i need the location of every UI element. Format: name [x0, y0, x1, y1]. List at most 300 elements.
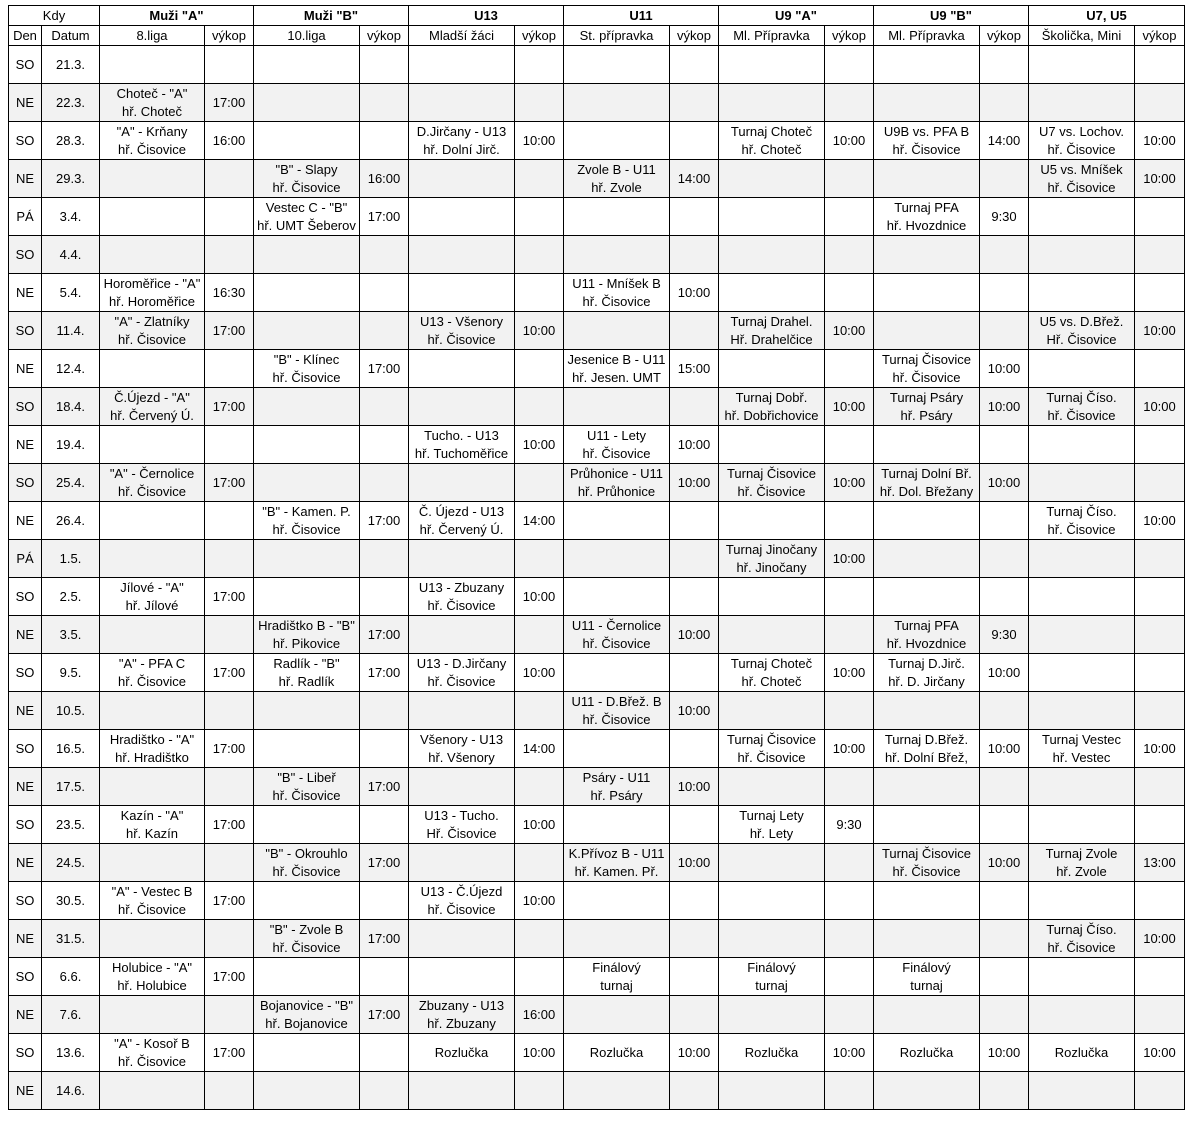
kickoff-cell — [1135, 996, 1185, 1034]
match-cell — [874, 274, 980, 312]
table-row — [9, 426, 1185, 464]
match-cell: Turnaj Drahel. Hř. Drahelčice — [719, 312, 825, 350]
day-cell: NE — [9, 160, 42, 198]
match-cell: "B" - Kamen. P. hř. Čisovice — [254, 502, 360, 540]
match-cell — [719, 616, 825, 654]
match-cell: Psáry - U11 hř. Psáry — [564, 768, 670, 806]
kickoff-cell: 10:00 — [980, 464, 1029, 502]
kickoff-cell: 10:00 — [515, 122, 564, 160]
match-cell — [409, 920, 515, 958]
schedule-body — [9, 46, 1185, 1110]
kickoff-cell — [825, 882, 874, 920]
subheader-category: Mladší žáci — [409, 26, 515, 46]
match-cell — [719, 350, 825, 388]
date-cell: 18.4. — [42, 388, 100, 426]
date-cell: 12.4. — [42, 350, 100, 388]
kickoff-cell: 17:00 — [360, 616, 409, 654]
match-cell — [719, 996, 825, 1034]
date-cell: 2.5. — [42, 578, 100, 616]
date-cell: 19.4. — [42, 426, 100, 464]
match-cell: Turnaj D.Břež. hř. Dolní Břež, — [874, 730, 980, 768]
table-row — [9, 274, 1185, 312]
match-cell: "A" - Krňany hř. Čisovice — [100, 122, 205, 160]
kickoff-cell: 10:00 — [825, 464, 874, 502]
subheader-category: Školička, Mini — [1029, 26, 1135, 46]
match-cell — [254, 1034, 360, 1072]
subheader-vykop: výkop — [980, 26, 1029, 46]
kickoff-cell: 10:00 — [980, 844, 1029, 882]
date-cell: 25.4. — [42, 464, 100, 502]
match-cell — [100, 502, 205, 540]
subheader-category: St. přípravka — [564, 26, 670, 46]
subheader-datum: Datum — [42, 26, 100, 46]
match-cell — [874, 1072, 980, 1110]
match-cell — [874, 806, 980, 844]
kickoff-cell — [980, 274, 1029, 312]
table-row — [9, 388, 1185, 426]
match-cell: Hradištko B - "B" hř. Pikovice — [254, 616, 360, 654]
match-cell — [1029, 198, 1135, 236]
kickoff-cell — [825, 768, 874, 806]
match-cell — [1029, 236, 1135, 274]
day-cell: NE — [9, 84, 42, 122]
table-row — [9, 882, 1185, 920]
match-cell — [1029, 616, 1135, 654]
kickoff-cell: 17:00 — [360, 996, 409, 1034]
match-cell: Turnaj Čisovice hř. Čisovice — [874, 844, 980, 882]
date-cell: 11.4. — [42, 312, 100, 350]
match-cell — [254, 692, 360, 730]
kickoff-cell: 16:00 — [360, 160, 409, 198]
kickoff-cell — [980, 84, 1029, 122]
match-cell: Turnaj Lety hř. Lety — [719, 806, 825, 844]
kickoff-cell: 9:30 — [980, 198, 1029, 236]
date-cell: 22.3. — [42, 84, 100, 122]
match-cell — [254, 540, 360, 578]
subheader-category: Ml. Přípravka — [719, 26, 825, 46]
match-cell — [874, 84, 980, 122]
match-cell: "A" - Kosoř B hř. Čisovice — [100, 1034, 205, 1072]
match-cell — [564, 920, 670, 958]
match-cell — [100, 768, 205, 806]
kickoff-cell — [515, 616, 564, 654]
kickoff-cell — [360, 236, 409, 274]
table-row — [9, 1034, 1185, 1072]
kickoff-cell — [205, 198, 254, 236]
match-cell — [409, 198, 515, 236]
match-cell — [874, 160, 980, 198]
subheader-category: Ml. Přípravka — [874, 26, 980, 46]
table-row — [9, 464, 1185, 502]
match-cell — [564, 198, 670, 236]
match-cell: Turnaj Choteč hř. Choteč — [719, 654, 825, 692]
table-row — [9, 996, 1185, 1034]
match-cell — [409, 46, 515, 84]
match-cell — [564, 730, 670, 768]
kickoff-cell — [360, 46, 409, 84]
kickoff-cell — [670, 578, 719, 616]
match-cell — [874, 502, 980, 540]
date-cell: 5.4. — [42, 274, 100, 312]
match-cell: Turnaj Psáry hř. Psáry — [874, 388, 980, 426]
match-cell — [874, 46, 980, 84]
day-cell: SO — [9, 882, 42, 920]
match-cell — [719, 844, 825, 882]
match-cell — [564, 996, 670, 1034]
match-cell: Jesenice B - U11 hř. Jesen. UMT — [564, 350, 670, 388]
match-cell: Finálový turnaj — [874, 958, 980, 996]
date-cell: 24.5. — [42, 844, 100, 882]
subheader-row — [9, 26, 1185, 46]
match-cell — [254, 426, 360, 464]
date-cell: 10.5. — [42, 692, 100, 730]
kickoff-cell — [205, 426, 254, 464]
kickoff-cell — [670, 122, 719, 160]
kickoff-cell: 10:00 — [980, 388, 1029, 426]
match-cell — [409, 1072, 515, 1110]
kickoff-cell: 9:30 — [825, 806, 874, 844]
match-cell: Turnaj D.Jirč. hř. D. Jirčany — [874, 654, 980, 692]
kickoff-cell — [360, 84, 409, 122]
kickoff-cell — [825, 958, 874, 996]
kickoff-cell — [205, 236, 254, 274]
kickoff-cell — [670, 198, 719, 236]
kickoff-cell: 10:00 — [1135, 502, 1185, 540]
match-cell: Turnaj Vestec hř. Vestec — [1029, 730, 1135, 768]
day-cell: SO — [9, 388, 42, 426]
match-cell — [1029, 540, 1135, 578]
kickoff-cell — [205, 616, 254, 654]
header-group-row — [9, 6, 1185, 26]
kickoff-cell — [360, 388, 409, 426]
kickoff-cell: 10:00 — [1135, 1034, 1185, 1072]
match-cell — [564, 84, 670, 122]
match-cell: "B" - Zvole B hř. Čisovice — [254, 920, 360, 958]
kickoff-cell — [205, 502, 254, 540]
kickoff-cell: 17:00 — [360, 844, 409, 882]
kickoff-cell — [205, 1072, 254, 1110]
kickoff-cell — [515, 958, 564, 996]
match-cell — [254, 312, 360, 350]
table-row — [9, 160, 1185, 198]
match-cell: Turnaj Čisovice hř. Čisovice — [719, 464, 825, 502]
match-cell — [564, 540, 670, 578]
match-cell — [100, 1072, 205, 1110]
match-cell — [719, 198, 825, 236]
kickoff-cell — [980, 46, 1029, 84]
kickoff-cell: 10:00 — [825, 312, 874, 350]
subheader-vykop: výkop — [515, 26, 564, 46]
kickoff-cell: 10:00 — [980, 654, 1029, 692]
kickoff-cell — [980, 806, 1029, 844]
match-cell: Choteč - "A" hř. Choteč — [100, 84, 205, 122]
match-cell — [874, 540, 980, 578]
day-cell: SO — [9, 730, 42, 768]
match-cell: U11 - Černolice hř. Čisovice — [564, 616, 670, 654]
match-cell: U7 vs. Lochov. hř. Čisovice — [1029, 122, 1135, 160]
date-cell: 3.5. — [42, 616, 100, 654]
day-cell: NE — [9, 692, 42, 730]
match-cell: "A" - Zlatníky hř. Čisovice — [100, 312, 205, 350]
match-cell: U11 - Lety hř. Čisovice — [564, 426, 670, 464]
header-group-u9a: U9 "A" — [719, 6, 874, 26]
table-row — [9, 350, 1185, 388]
match-cell: Hradištko - "A" hř. Hradištko — [100, 730, 205, 768]
kickoff-cell — [825, 502, 874, 540]
kickoff-cell: 10:00 — [825, 540, 874, 578]
match-cell — [719, 768, 825, 806]
match-cell — [409, 274, 515, 312]
kickoff-cell — [670, 730, 719, 768]
table-row — [9, 958, 1185, 996]
match-cell — [719, 160, 825, 198]
subheader-league: 8.liga — [100, 26, 205, 46]
kickoff-cell: 10:00 — [1135, 160, 1185, 198]
kickoff-cell — [205, 692, 254, 730]
kickoff-cell — [1135, 768, 1185, 806]
kickoff-cell — [980, 312, 1029, 350]
kickoff-cell — [515, 160, 564, 198]
kickoff-cell — [980, 160, 1029, 198]
kickoff-cell — [980, 958, 1029, 996]
kickoff-cell — [360, 540, 409, 578]
match-cell — [1029, 274, 1135, 312]
match-cell: Turnaj Dobř. hř. Dobřichovice — [719, 388, 825, 426]
match-cell — [719, 1072, 825, 1110]
kickoff-cell: 10:00 — [515, 578, 564, 616]
match-cell — [1029, 46, 1135, 84]
match-cell — [254, 274, 360, 312]
match-cell — [100, 426, 205, 464]
kickoff-cell — [1135, 692, 1185, 730]
match-cell: Radlík - "B" hř. Radlík — [254, 654, 360, 692]
kickoff-cell — [980, 692, 1029, 730]
day-cell: SO — [9, 236, 42, 274]
match-cell: Turnaj Choteč hř. Choteč — [719, 122, 825, 160]
kickoff-cell — [980, 1072, 1029, 1110]
match-cell — [564, 578, 670, 616]
date-cell: 9.5. — [42, 654, 100, 692]
kickoff-cell — [1135, 616, 1185, 654]
schedule-table — [8, 5, 1185, 1110]
kickoff-cell — [1135, 464, 1185, 502]
kickoff-cell — [515, 388, 564, 426]
header-group-muzi-b: Muži "B" — [254, 6, 409, 26]
kickoff-cell: 17:00 — [205, 730, 254, 768]
match-cell: Turnaj Zvole hř. Zvole — [1029, 844, 1135, 882]
kickoff-cell — [515, 236, 564, 274]
kickoff-cell: 10:00 — [670, 768, 719, 806]
kickoff-cell: 9:30 — [980, 616, 1029, 654]
date-cell: 6.6. — [42, 958, 100, 996]
header-group-muzi-a: Muži "A" — [100, 6, 254, 26]
match-cell: Holubice - "A" hř. Holubice — [100, 958, 205, 996]
match-cell: "B" - Libeř hř. Čisovice — [254, 768, 360, 806]
kickoff-cell — [670, 1072, 719, 1110]
kickoff-cell — [1135, 236, 1185, 274]
kickoff-cell: 10:00 — [1135, 920, 1185, 958]
kickoff-cell — [205, 996, 254, 1034]
match-cell — [564, 1072, 670, 1110]
day-cell: SO — [9, 806, 42, 844]
kickoff-cell: 17:00 — [205, 654, 254, 692]
match-cell: Rozlučka — [1029, 1034, 1135, 1072]
match-cell: Finálový turnaj — [719, 958, 825, 996]
match-cell: Rozlučka — [874, 1034, 980, 1072]
kickoff-cell — [515, 768, 564, 806]
match-cell — [1029, 806, 1135, 844]
day-cell: NE — [9, 996, 42, 1034]
table-row — [9, 198, 1185, 236]
match-cell — [874, 312, 980, 350]
kickoff-cell — [515, 540, 564, 578]
match-cell — [409, 236, 515, 274]
match-cell — [254, 1072, 360, 1110]
match-cell — [409, 160, 515, 198]
kickoff-cell — [205, 540, 254, 578]
match-cell: U11 - Mníšek B hř. Čisovice — [564, 274, 670, 312]
match-cell — [564, 122, 670, 160]
table-row — [9, 730, 1185, 768]
table-row — [9, 502, 1185, 540]
kickoff-cell: 10:00 — [670, 616, 719, 654]
match-cell: U13 - Č.Újezd hř. Čisovice — [409, 882, 515, 920]
day-cell: NE — [9, 616, 42, 654]
match-cell — [409, 616, 515, 654]
match-cell — [874, 768, 980, 806]
table-row — [9, 616, 1185, 654]
match-cell — [719, 426, 825, 464]
kickoff-cell — [515, 198, 564, 236]
date-cell: 31.5. — [42, 920, 100, 958]
match-cell — [874, 920, 980, 958]
match-cell: Turnaj Číso. hř. Čisovice — [1029, 920, 1135, 958]
match-cell: Turnaj Čisovice hř. Čisovice — [874, 350, 980, 388]
kickoff-cell: 10:00 — [670, 274, 719, 312]
kickoff-cell — [670, 388, 719, 426]
match-cell — [1029, 768, 1135, 806]
table-row — [9, 236, 1185, 274]
subheader-vykop: výkop — [670, 26, 719, 46]
day-cell: SO — [9, 578, 42, 616]
kickoff-cell — [515, 350, 564, 388]
match-cell — [100, 920, 205, 958]
kickoff-cell — [670, 236, 719, 274]
kickoff-cell — [360, 274, 409, 312]
date-cell: 17.5. — [42, 768, 100, 806]
table-row — [9, 1072, 1185, 1110]
match-cell — [409, 768, 515, 806]
kickoff-cell — [670, 84, 719, 122]
kickoff-cell — [515, 844, 564, 882]
match-cell — [254, 464, 360, 502]
date-cell: 13.6. — [42, 1034, 100, 1072]
date-cell: 3.4. — [42, 198, 100, 236]
kickoff-cell — [205, 46, 254, 84]
kickoff-cell: 17:00 — [360, 654, 409, 692]
day-cell: NE — [9, 1072, 42, 1110]
subheader-vykop: výkop — [205, 26, 254, 46]
kickoff-cell: 17:00 — [205, 882, 254, 920]
subheader-vykop: výkop — [1135, 26, 1185, 46]
match-cell — [1029, 692, 1135, 730]
kickoff-cell — [670, 502, 719, 540]
match-cell: Finálový turnaj — [564, 958, 670, 996]
kickoff-cell — [515, 920, 564, 958]
kickoff-cell — [1135, 46, 1185, 84]
match-cell — [409, 958, 515, 996]
kickoff-cell — [360, 1034, 409, 1072]
match-cell — [1029, 1072, 1135, 1110]
day-cell: SO — [9, 46, 42, 84]
match-cell — [409, 350, 515, 388]
kickoff-cell — [360, 730, 409, 768]
match-cell: "A" - Vestec B hř. Čisovice — [100, 882, 205, 920]
kickoff-cell: 10:00 — [980, 350, 1029, 388]
kickoff-cell — [360, 122, 409, 160]
kickoff-cell — [1135, 654, 1185, 692]
kickoff-cell — [1135, 426, 1185, 464]
match-cell — [874, 236, 980, 274]
match-cell — [254, 236, 360, 274]
match-cell — [1029, 882, 1135, 920]
match-cell: Horoměřice - "A" hř. Horoměřice — [100, 274, 205, 312]
kickoff-cell — [670, 920, 719, 958]
day-cell: NE — [9, 844, 42, 882]
match-cell — [719, 882, 825, 920]
kickoff-cell: 10:00 — [515, 654, 564, 692]
kickoff-cell: 10:00 — [1135, 388, 1185, 426]
kickoff-cell — [825, 920, 874, 958]
kickoff-cell — [205, 768, 254, 806]
header-group-u9b: U9 "B" — [874, 6, 1029, 26]
match-cell — [409, 464, 515, 502]
kickoff-cell: 17:00 — [205, 1034, 254, 1072]
kickoff-cell: 10:00 — [825, 1034, 874, 1072]
header-group-u11: U11 — [564, 6, 719, 26]
match-cell — [719, 84, 825, 122]
match-cell — [874, 692, 980, 730]
table-row — [9, 122, 1185, 160]
match-cell: Č. Újezd - U13 hř. Červený Ú. — [409, 502, 515, 540]
kickoff-cell — [980, 426, 1029, 464]
kickoff-cell — [1135, 958, 1185, 996]
kickoff-cell: 17:00 — [205, 806, 254, 844]
match-cell — [409, 692, 515, 730]
kickoff-cell: 17:00 — [360, 198, 409, 236]
match-cell: U5 vs. Mníšek hř. Čisovice — [1029, 160, 1135, 198]
match-cell — [254, 46, 360, 84]
match-cell — [100, 198, 205, 236]
day-cell: NE — [9, 274, 42, 312]
kickoff-cell — [825, 84, 874, 122]
kickoff-cell — [205, 160, 254, 198]
kickoff-cell: 10:00 — [515, 882, 564, 920]
kickoff-cell: 14:00 — [515, 730, 564, 768]
kickoff-cell: 14:00 — [980, 122, 1029, 160]
date-cell: 23.5. — [42, 806, 100, 844]
table-row — [9, 692, 1185, 730]
day-cell: NE — [9, 426, 42, 464]
match-cell: Všenory - U13 hř. Všenory — [409, 730, 515, 768]
kickoff-cell — [670, 996, 719, 1034]
kickoff-cell — [980, 502, 1029, 540]
match-cell: Turnaj Číso. hř. Čisovice — [1029, 502, 1135, 540]
kickoff-cell — [825, 274, 874, 312]
kickoff-cell — [670, 806, 719, 844]
kickoff-cell — [825, 616, 874, 654]
header-group-u13: U13 — [409, 6, 564, 26]
